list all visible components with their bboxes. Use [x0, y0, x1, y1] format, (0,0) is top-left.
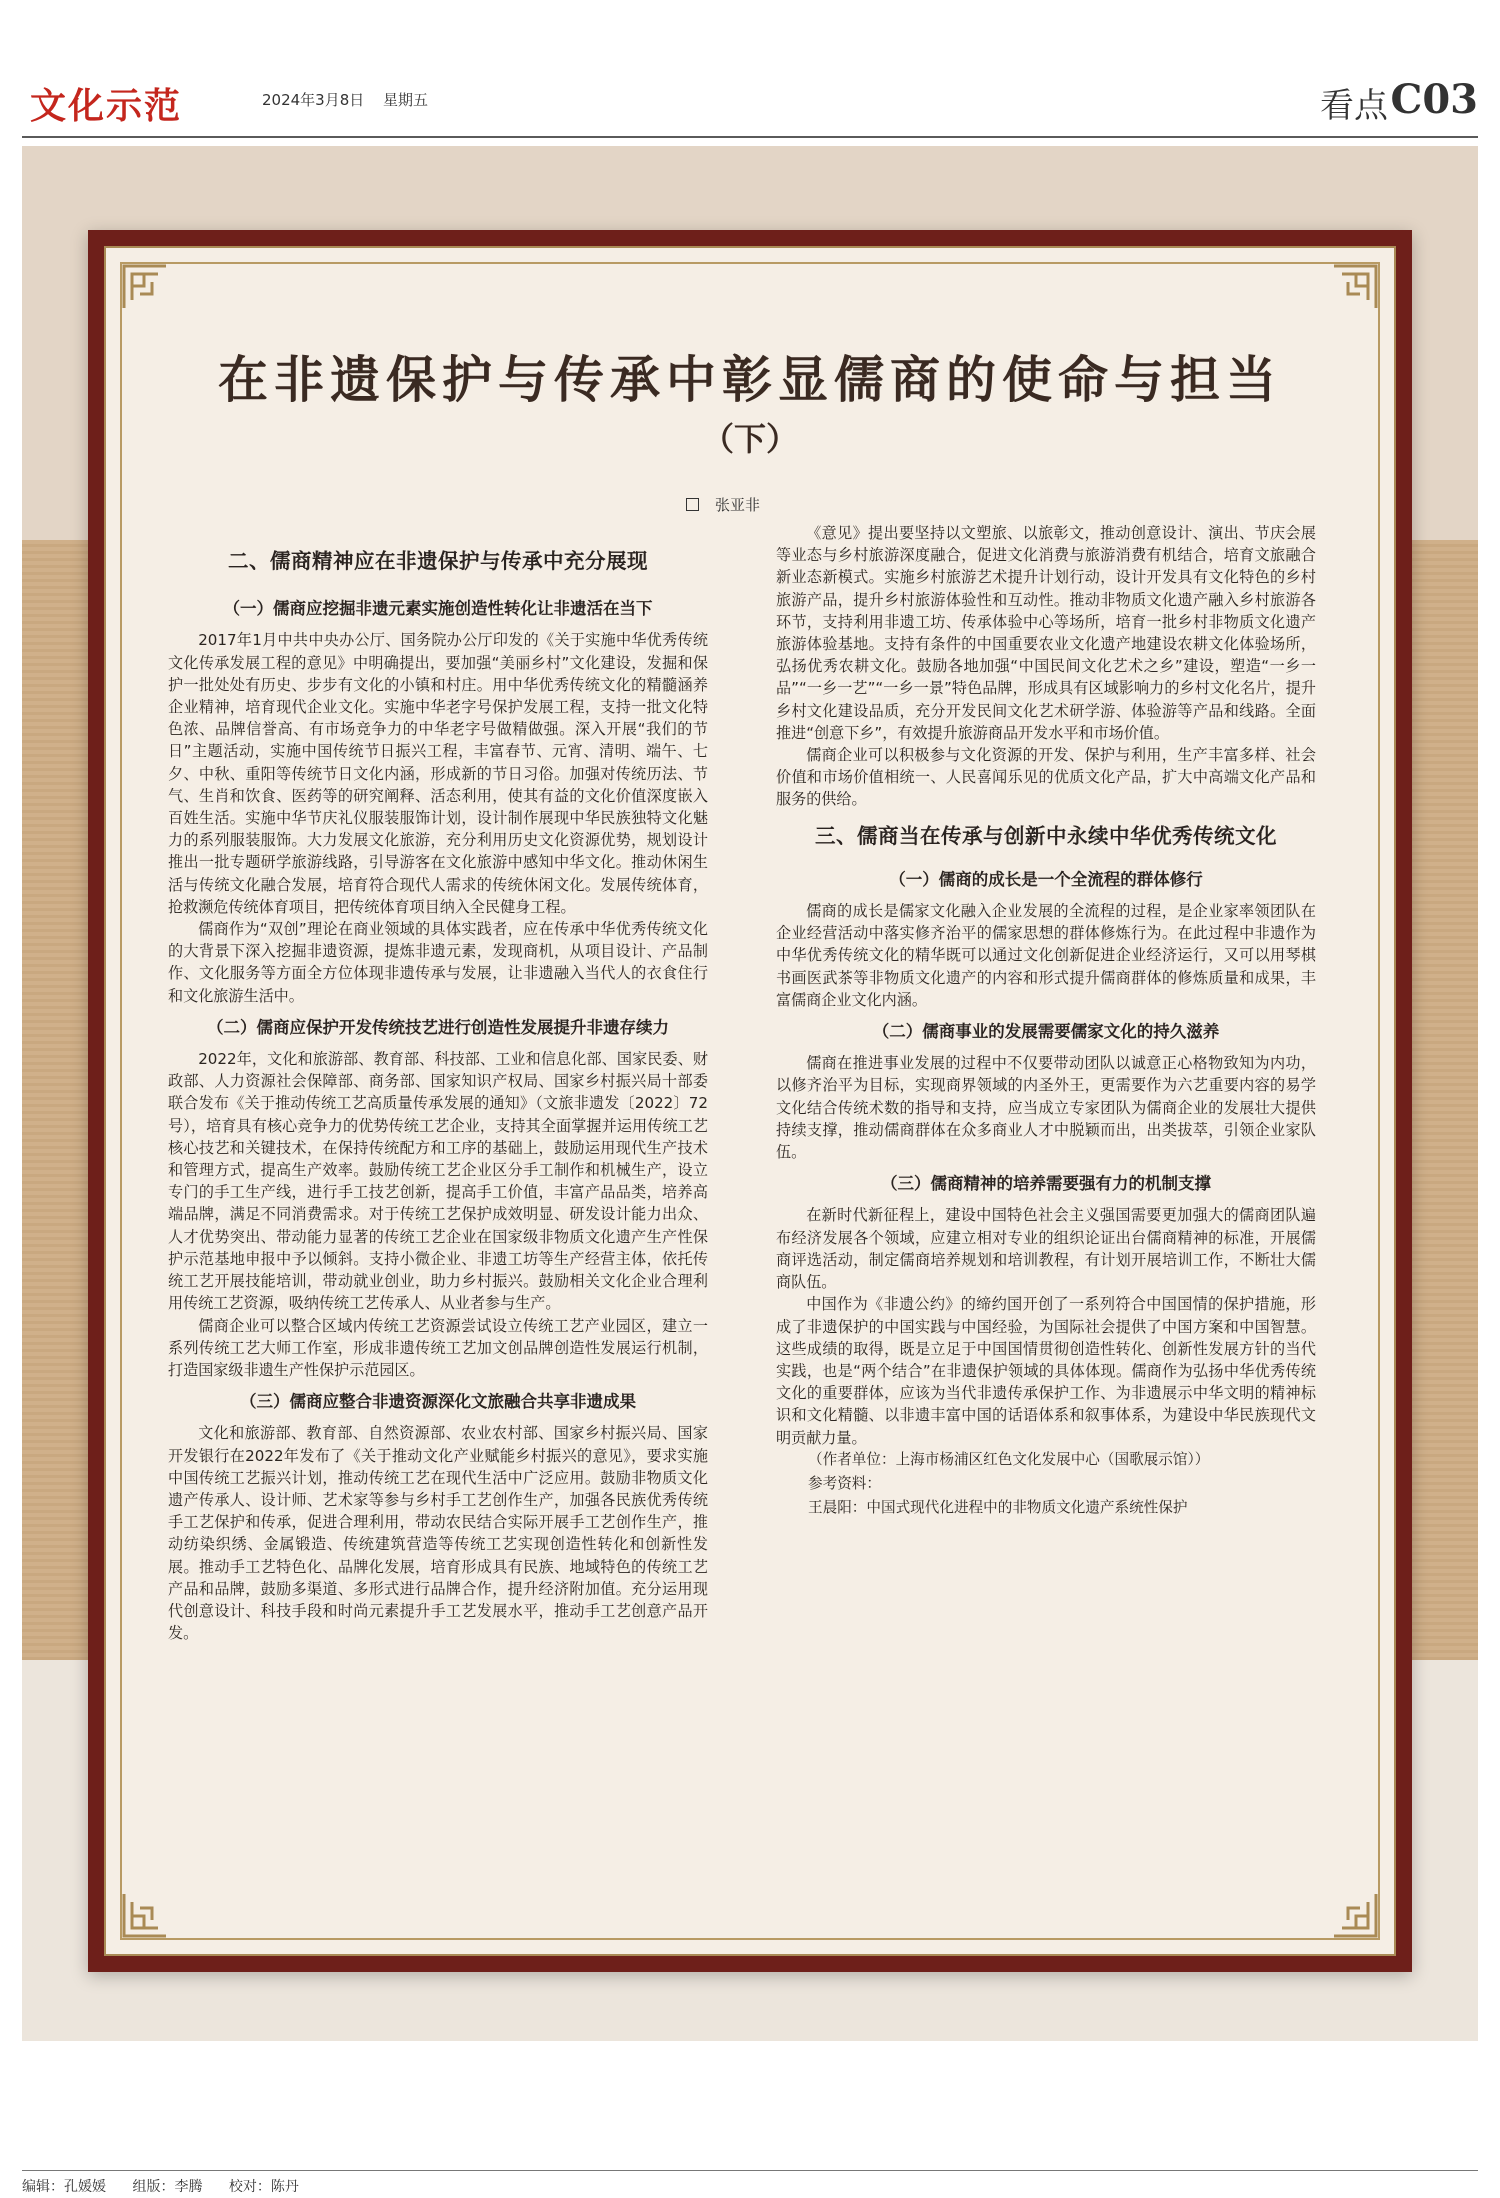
credits-footer [22, 2176, 321, 2196]
paragraph: 儒商在推进事业发展的过程中不仅要带动团队以诚意正心格物致知为内功，以修齐治平为目标，实现商界领域的内圣外王，更需要作为六艺重要内容的易学文化结合传统术数的指导和支持，应当成立专家团队为儒商企业的发展壮大提供持续支撑，推动儒商群体在众多商业人才中脱颖而出，出类拔萃，引领企业家队伍。 [776, 1054, 1316, 1162]
author-affiliation: （作者单位：上海市杨浦区红色文化发展中心（国歌展示馆）） [808, 1450, 1210, 1468]
byline-box-icon [686, 498, 699, 511]
footer-rule [22, 2170, 1478, 2171]
paragraph: 在新时代新征程上，建设中国特色社会主义强国需要更加强大的儒商团队遍布经济发展各个领域，应建立相对专业的组织论证出台儒商精神的标准，开展儒商评选活动，制定儒商培养规划和培训教程，有计划开展培训工作，不断壮大儒商队伍。 [776, 1206, 1316, 1292]
subsection-heading: （二）儒商事业的发展需要儒家文化的持久滋养 [872, 1022, 1220, 1042]
layout-credit: 组版：李腾 [132, 2179, 203, 2195]
subsection-heading: （一）儒商应挖掘非遗元素实施创造性转化让非遗活在当下 [223, 599, 653, 619]
masthead [0, 0, 1500, 140]
paragraph: 儒商作为“双创”理论在商业领域的具体实践者，应在传承中华优秀传统文化的大背景下深入挖掘非遗资源，提炼非遗元素，发现商机，从项目设计、产品制作、文化服务等方面全方位体现非遗传承与发展，让非遗融入当代人的衣食住行和文化旅游生活中。 [168, 920, 708, 1005]
author-name: 张亚非 [715, 496, 761, 514]
paragraph: 儒商的成长是儒家文化融入企业发展的全流程的过程，是企业家率领团队在企业经营活动中落实修齐治平的儒家思想的群体修炼行为。在此过程中非遗作为中华优秀传统文化的精华既可以通过文化创新促进企业经济运行，又可以用琴棋书画医武茶等非物质文化遗产的内容和形式提升儒商群体的修炼质量和成果，丰富儒商企业文化内涵。 [776, 902, 1316, 1009]
corner-ornament-icon [1332, 1892, 1378, 1938]
section-heading: 三、儒商当在传承与创新中永续中华优秀传统文化 [815, 823, 1277, 848]
issue-date [262, 89, 442, 110]
section-label: 看点 [1320, 86, 1388, 126]
editor-credit: 编辑：孔媛媛 [22, 2179, 106, 2195]
paragraph: 儒商企业可以积极参与文化资源的开发、保护与利用，生产丰富多样、社会价值和市场价值相统一、人民喜闻乐见的优质文化产品，扩大中高端文化产品和服务的供给。 [776, 746, 1316, 809]
proofread-credit: 校对：陈丹 [228, 2179, 299, 2195]
subsection-heading: （一）儒商的成长是一个全流程的群体修行 [889, 869, 1203, 889]
article-subtitle: （下） [701, 420, 798, 458]
right-column [776, 522, 1316, 1519]
paragraph: 儒商企业可以整合区域内传统工艺资源尝试设立传统工艺产业园区，建立一系列传统工艺大师工作室，形成非遗传统工艺加文创品牌创造性发展运行机制，打造国家级非遗生产性保护示范园区。 [168, 1316, 708, 1379]
header-rule [22, 136, 1478, 138]
subsection-heading: （三）儒商精神的培养需要强有力的机制支撑 [881, 1174, 1211, 1194]
section-heading: 二、儒商精神应在非遗保护与传承中充分展现 [228, 549, 648, 573]
subsection-heading: （三）儒商应整合非遗资源深化文旅融合共享非遗成果 [240, 1392, 636, 1412]
subsection-heading: （二）儒商应保护开发传统技艺进行创造性发展提升非遗存续力 [207, 1017, 669, 1037]
weekday-text: 星期五 [383, 91, 429, 109]
paragraph: 2017年1月中共中央办公厅、国务院办公厅印发的《关于实施中华优秀传统文化传承发展工程的意见》中明确提出，要加强“美丽乡村”文化建设，发掘和保护一批处处有历史、步步有文化的小镇和村庄。用中华优秀传统文化的精髓涵养企业精神，培育现代企业文化。实施中华老字号保护发展工程，支持一批文化特色浓、品牌信誉高、有市场竞争力的中华老字号做精做强。深入开展“我们的节日”主题活动，实施中国传统节日振兴工程，丰富春节、元宵、清明、端午、七夕、中秋、重阳等传统节日文化内涵，形成新的节日习俗。加强对传统历法、节气、生肖和饮食、医药等的研究阐释、活态利用，使其有益的文化价值深度嵌入百姓生活。实施中华节庆礼仪服装服饰计划，设计制作展现中华民族独特文化魅力的系列服装服饰。大力发展文化旅游，充分利用历史文化资源优势，规划设计推出一批专题研学旅游线路，引导游客在文化旅游中感知中华文化。推动休闲生活与传统文化融合发展，培育符合现代人需求的传统休闲文化。发展传统体育，抢救濒危传统体育项目，把传统体育项目纳入全民健身工程。 [168, 631, 708, 916]
paragraph: 2022年，文化和旅游部、教育部、科技部、工业和信息化部、国家民委、财政部、人力资源社会保障部、商务部、国家知识产权局、国家乡村振兴局十部委联合发布《关于推动传统工艺高质量传承发展的通知》（文旅非遗发〔2022〕72号），培育具有核心竞争力的优势传统工艺企业，支持其全面掌握并运用传统工艺核心技艺和关键技术，在保持传统配方和工序的基础上，鼓励运用现代生产技术和管理方式，提高生产效率。鼓励传统工艺企业区分手工制作和机械生产，设立专门的手工生产线，进行手工技艺创新，提高手工价值，丰富产品品类，培养高端品牌，满足不同消费需求。对于传统工艺保护成效明显、研发设计能力出众、人才优势突出、带动能力显著的传统工艺企业在国家级非物质文化遗产生产性保护示范基地申报中予以倾斜。支持小微企业、非遗工坊等生产经营主体，依托传统工艺开展技能培训，带动就业创业，助力乡村振兴。鼓励相关文化企业合理利用传统工艺资源，吸纳传统工艺传承人、从业者参与生产。 [168, 1050, 708, 1313]
paragraph: 《意见》提出要坚持以文塑旅、以旅彰文，推动创意设计、演出、节庆会展等业态与乡村旅游深度融合，促进文化消费与旅游消费有机结合，培育文旅融合新业态新模式。实施乡村旅游艺术提升计划行动，设计开发具有文化特色的乡村旅游产品，提升乡村旅游体验性和互动性。推动非物质文化遗产融入乡村旅游各环节，支持利用非遗工坊、传承体验中心等场所，培育一批乡村非物质文化遗产旅游体验基地。支持有条件的中国重要农业文化遗产地建设农耕文化体验场所，弘扬优秀农耕文化。鼓励各地加强“中国民间文化艺术之乡”建设，塑造“一乡一品”“一乡一艺”“一乡一景”特色品牌，形成具有区域影响力的乡村文化名片，提升乡村文化建设品质，充分开发民间文化艺术研学游、体验游等产品和线路。全面推进“创意下乡”，有效提升旅游商品开发水平和市场价值。 [776, 524, 1316, 742]
newspaper-logo: 文化示范 [30, 85, 183, 127]
byline [686, 494, 760, 515]
corner-ornament-icon [122, 264, 168, 310]
reference-item: 王晨阳：中国式现代化进程中的非物质文化遗产系统性保护 [808, 1498, 1188, 1516]
date-text: 2024年3月8日 [262, 91, 365, 109]
article-title: 在非遗保护与传承中彰显儒商的使命与担当 [218, 350, 1282, 409]
left-column [168, 550, 708, 1644]
paragraph: 中国作为《非遗公约》的缔约国开创了一系列符合中国国情的保护措施，形成了非遗保护的中国实践与中国经验，为国际社会提供了中国方案和中国智慧。这些成绩的取得，既是立足于中国国情贯彻创造性转化、创新性发展方针的当代实践，也是“两个结合”在非遗保护领域的具体体现。儒商作为弘扬中华优秀传统文化的重要群体，应该为当代非遗传承保护工作、为非遗展示中华文明的精神标识和文化精髓、以非遗丰富中国的话语体系和叙事体系，为建设中华民族现代文明贡献力量。 [776, 1295, 1316, 1447]
corner-ornament-icon [1332, 264, 1378, 310]
references-label: 参考资料： [808, 1474, 881, 1492]
corner-ornament-icon [122, 1892, 168, 1938]
page-number: C03 [1390, 76, 1478, 123]
paragraph: 文化和旅游部、教育部、自然资源部、农业农村部、国家乡村振兴局、国家开发银行在2022年发布了《关于推动文化产业赋能乡村振兴的意见》，要求实施中国传统工艺振兴计划，推动传统工艺在现代生活中广泛应用。鼓励非物质文化遗产传承人、设计师、艺术家等参与乡村手工艺创作生产，加强各民族优秀传统手工艺保护和传承，促进合理利用，带动农民结合实际开展手工艺创作生产，推动纺染织绣、金属锻造、传统建筑营造等传统工艺实现创造性转化和创新性发展。推动手工艺特色化、品牌化发展，培育形成具有民族、地域特色的传统工艺产品和品牌，鼓励多渠道、多形式进行品牌合作，提升经济附加值。充分运用现代创意设计、科技手段和时尚元素提升手工艺发展水平，推动手工艺创意产品开发。 [168, 1424, 708, 1643]
